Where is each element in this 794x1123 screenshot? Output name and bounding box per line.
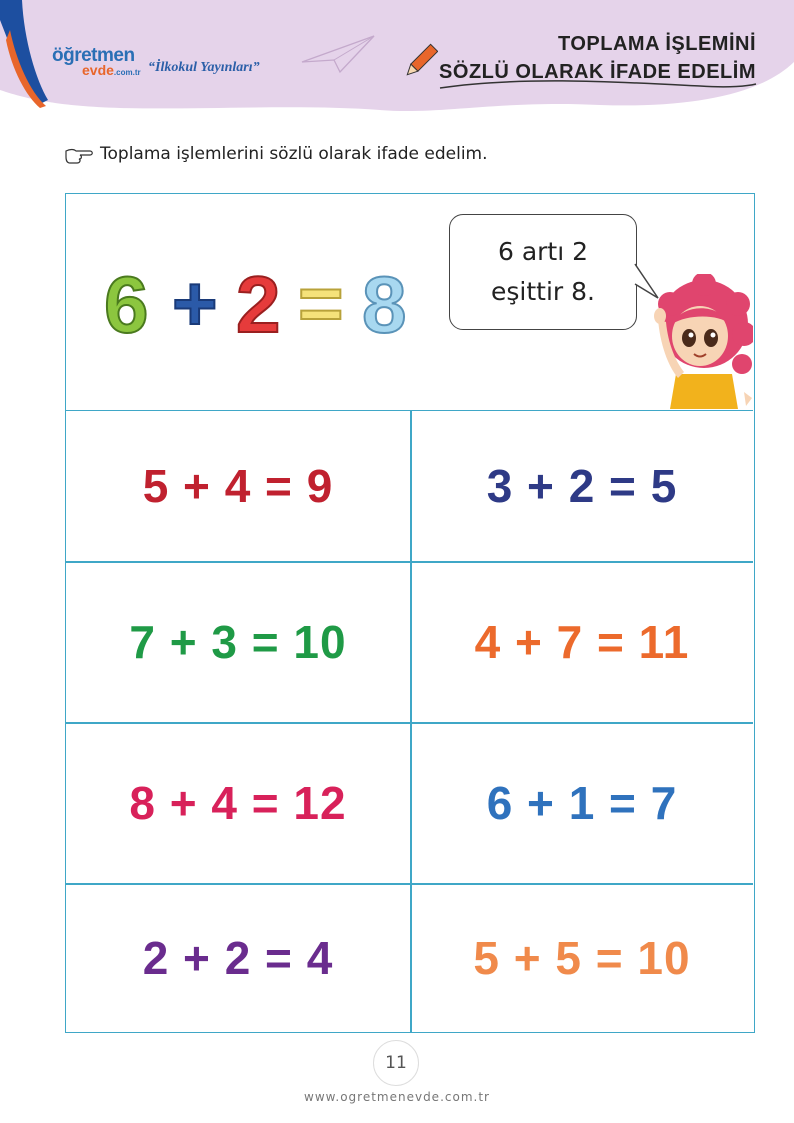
title-line-2: SÖZLÜ OLARAK İFADE EDELİM — [439, 61, 756, 83]
bubble-line-1: 6 artı 2 — [497, 237, 589, 266]
pencil-icon — [402, 42, 438, 82]
page-number: 11 — [373, 1040, 419, 1086]
example-digit-2: 2 — [236, 264, 281, 344]
instruction-text: Toplama işlemlerini sözlü olarak ifade edelim. — [100, 144, 488, 164]
bubble-line-2: eşittir 8. — [491, 277, 595, 306]
publisher-name: “İlkokul Yayınları” — [148, 60, 260, 75]
exercise-cell: 5 + 4 = 9 — [142, 460, 334, 512]
example-digit-8: 8 — [362, 264, 407, 344]
publisher-logo — [52, 46, 141, 77]
example-equation — [104, 264, 444, 344]
exercise-cell: 3 + 2 = 5 — [486, 460, 678, 512]
example-digit-6: 6 — [104, 264, 149, 344]
girl-illustration — [648, 274, 753, 409]
exercise-cell: 8 + 4 = 12 — [129, 777, 347, 829]
exercise-cell: 2 + 2 = 4 — [142, 931, 334, 984]
title-line-1: TOPLAMA İŞLEMİNİ — [558, 33, 756, 55]
instruction — [64, 143, 488, 165]
footer-url: www.ogretmenevde.com.tr — [304, 1090, 490, 1104]
logo-text-main: öğretmen — [52, 45, 135, 66]
example-plus-sign: + — [172, 264, 218, 344]
example-equals-sign: = — [298, 264, 344, 344]
exercise-grid — [65, 193, 755, 1033]
speech-bubble — [449, 214, 637, 330]
logo-suffix: .com.tr — [113, 68, 141, 77]
exercise-cell: 4 + 7 = 11 — [474, 616, 690, 668]
example-panel — [66, 194, 753, 411]
exercise-cell: 7 + 3 = 10 — [129, 616, 347, 668]
pointing-hand-icon — [64, 143, 94, 165]
exercise-cell: 6 + 1 = 7 — [486, 777, 678, 829]
page-title — [439, 30, 756, 86]
paper-plane-icon — [300, 32, 380, 82]
logo-text-sub: evde — [82, 62, 114, 78]
page-header — [0, 0, 794, 118]
exercise-cell: 5 + 5 = 10 — [473, 931, 691, 984]
